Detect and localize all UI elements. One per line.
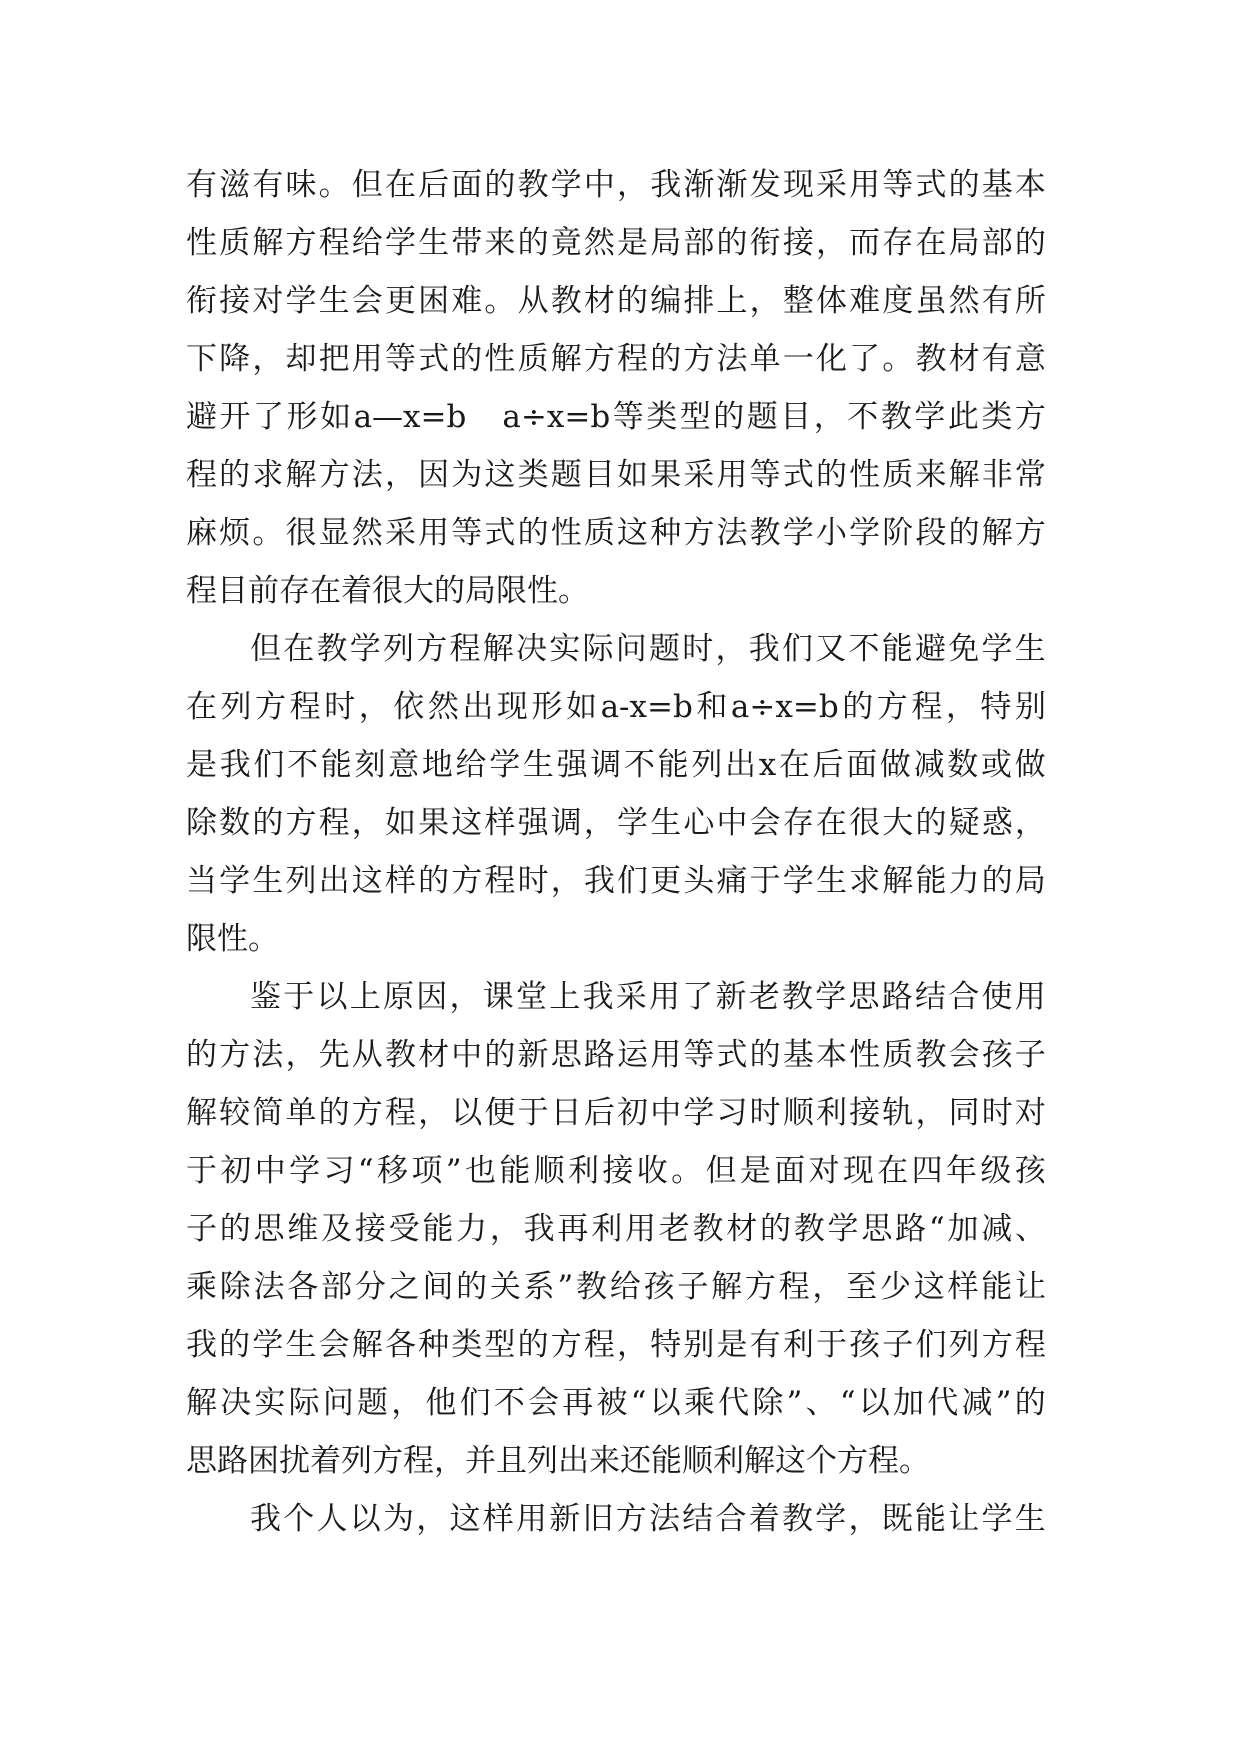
text-line: 子 的 思 维 及 接 受 能 力 ， 我 再 利 用 老 教 材 的 教 学 思 路 “ 加 减 、 <box>186 1211 1046 1247</box>
text-line: 是 我 们 不 能 刻 意 地 给 学 生 强 调 不 能 列 出 x 在 后 面 做 减 数 或 做 <box>186 747 1046 783</box>
text-line: 当 学 生 列 出 这 样 的 方 程 时 ， 我 们 更 头 痛 于 学 生 求 解 能 力 的 局 <box>186 863 1046 899</box>
text-line: 衔 接 对 学 生 会 更 困 难 。 从 教 材 的 编 排 上 ， 整 体 难 度 虽 然 有 所 <box>186 283 1046 319</box>
text-line: 解 较 简 单 的 方 程 ， 以 便 于 日 后 初 中 学 习 时 顺 利 接 轨 ， 同 时 对 <box>186 1095 1046 1131</box>
paragraph-first-line: 但 在 教 学 列 方 程 解 决 实 际 问 题 时 ， 我 们 又 不 能 避 免 学 生 <box>250 631 1046 667</box>
text-line: 限性。 <box>186 921 279 957</box>
text-line: 乘 除 法 各 部 分 之 间 的 关 系 ” 教 给 孩 子 解 方 程 ， 至 少 这 样 能 让 <box>186 1269 1046 1305</box>
text-line: 麻 烦 。 很 显 然 采 用 等 式 的 性 质 这 种 方 法 教 学 小 学 阶 段 的 解 方 <box>186 515 1046 551</box>
text-line: 于 初 中 学 习 “ 移 项 ” 也 能 顺 利 接 收 。 但 是 面 对 现 在 四 年 级 孩 <box>186 1153 1046 1189</box>
text-line: 除 数 的 方 程 ， 如 果 这 样 强 调 ， 学 生 心 中 会 存 在 很 大 的 疑 惑 ， <box>186 805 1046 841</box>
text-line: 有 滋 有 味 。 但 在 后 面 的 教 学 中 ， 我 渐 渐 发 现 采 用 等 式 的 基 本 <box>186 167 1046 203</box>
text-line: 程 的 求 解 方 法 ， 因 为 这 类 题 目 如 果 采 用 等 式 的 性 质 来 解 非 常 <box>186 457 1046 493</box>
paragraph-first-line: 鉴 于 以 上 原 因 ， 课 堂 上 我 采 用 了 新 老 教 学 思 路 结 合 使 用 <box>250 979 1046 1015</box>
text-line: 下 降 ， 却 把 用 等 式 的 性 质 解 方 程 的 方 法 单 一 化 了 。 教 材 有 意 <box>186 341 1046 377</box>
text-line: 思路困扰着列方程，并且列出来还能顺利解这个方程。 <box>186 1443 930 1479</box>
text-line: 性 质 解 方 程 给 学 生 带 来 的 竟 然 是 局 部 的 衔 接 ， 而 存 在 局 部 的 <box>186 225 1046 261</box>
body-text <box>186 156 1046 1548</box>
text-line: 在 列 方 程 时 ， 依 然 出 现 形 如 a-x=b 和 a÷x=b 的 方 程 ， 特 别 <box>186 689 1046 725</box>
text-line: 我 的 学 生 会 解 各 种 类 型 的 方 程 ， 特 别 是 有 利 于 孩 子 们 列 方 程 <box>186 1327 1046 1363</box>
text-line: 程目前存在着很大的局限性。 <box>186 573 589 609</box>
text-line: 避 开 了 形 如 a—x=b a÷x=b 等 类 型 的 题 目 ， 不 教 学 此 类 方 <box>186 399 1046 435</box>
text-line: 的 方 法 ， 先 从 教 材 中 的 新 思 路 运 用 等 式 的 基 本 性 质 教 会 孩 子 <box>186 1037 1046 1073</box>
text-line: 解 决 实 际 问 题 ， 他 们 不 会 再 被 “ 以 乘 代 除 ” 、 “ 以 加 代 减 ” 的 <box>186 1385 1046 1421</box>
paragraph-first-line: 我 个 人 以 为 ， 这 样 用 新 旧 方 法 结 合 着 教 学 ， 既 能 让 学 生 <box>250 1501 1046 1537</box>
